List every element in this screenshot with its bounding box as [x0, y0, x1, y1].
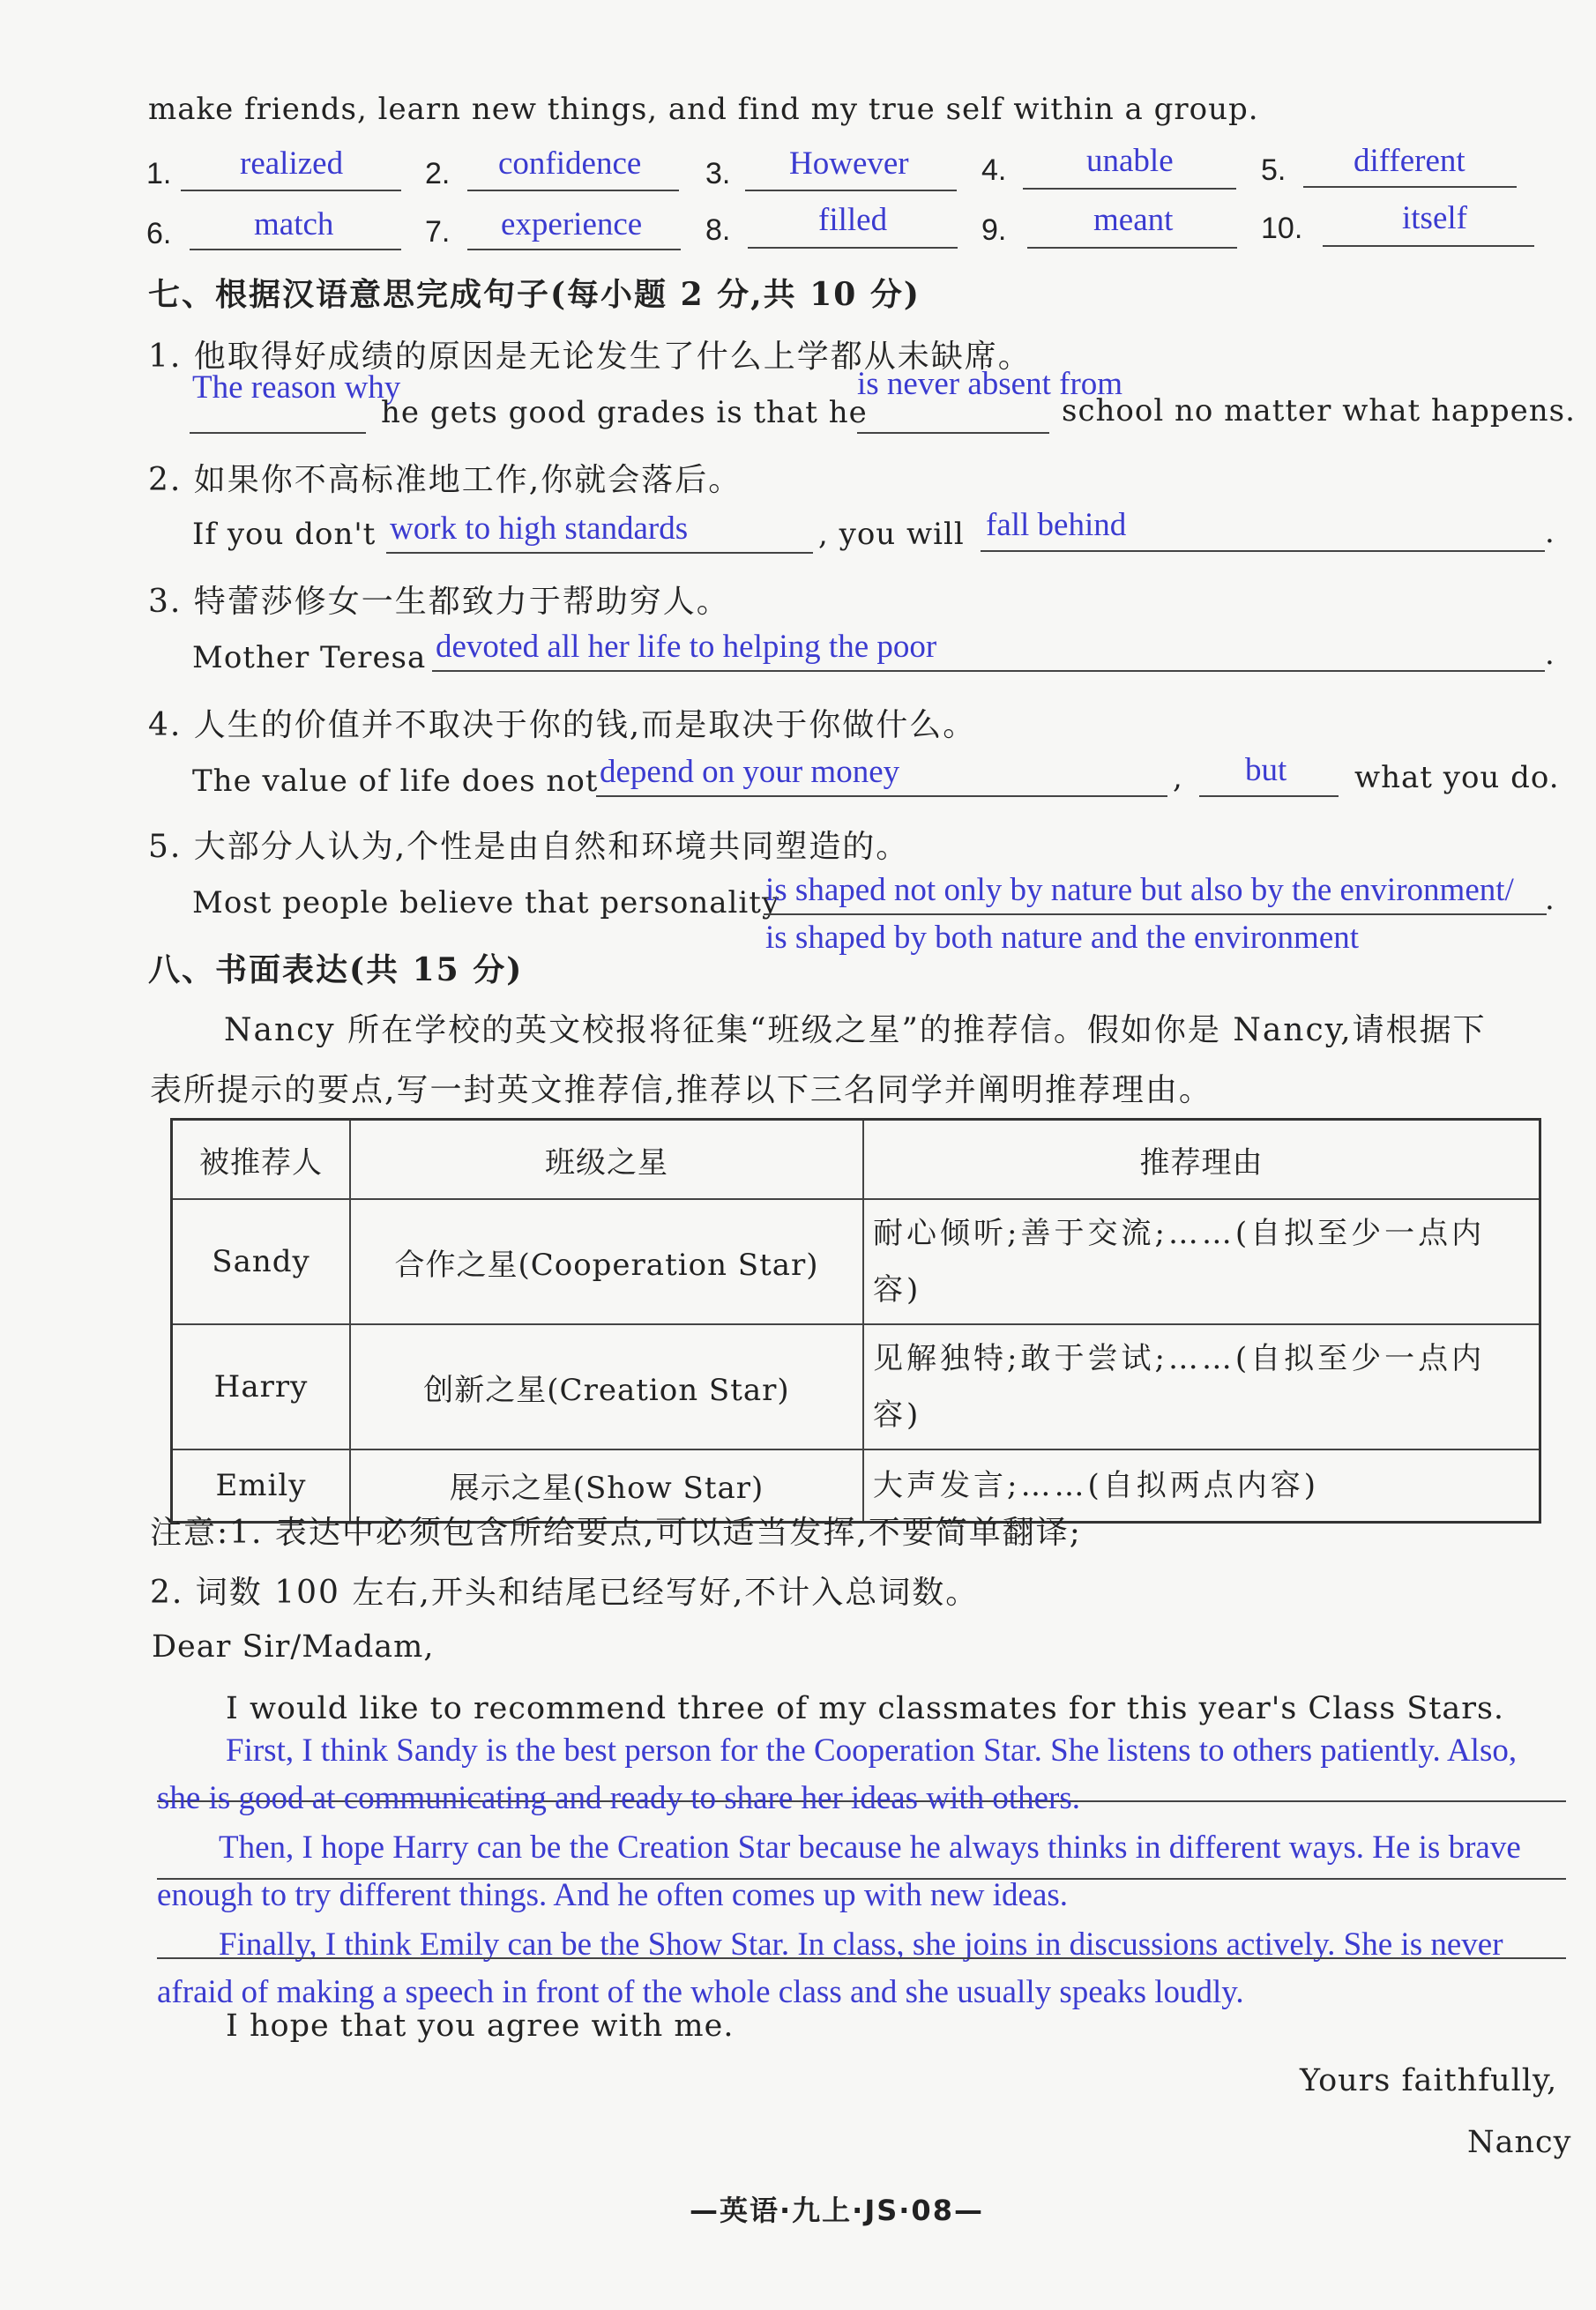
table-header: 被推荐人 [172, 1120, 351, 1200]
blank-answer[interactable]: experience [501, 206, 643, 242]
q1-answer-1[interactable]: The reason why [192, 369, 401, 406]
q4-answer-2[interactable]: but [1245, 752, 1287, 788]
q3-answer[interactable]: devoted all her life to helping the poor [436, 629, 937, 665]
blank-answer[interactable]: different [1354, 143, 1465, 179]
q5-end: . [1545, 882, 1555, 917]
q1-chinese: 1. 他取得好成绩的原因是无论发生了什么上学都从未缺席。 [148, 339, 1032, 375]
blank-answer[interactable]: confidence [498, 145, 642, 182]
blank-answer[interactable]: itself [1402, 200, 1467, 236]
q4-answer-1[interactable]: depend on your money [600, 754, 900, 790]
recommendation-table [170, 1118, 1541, 1524]
q3-end: . [1545, 637, 1555, 672]
section-7-heading: 七、根据汉语意思完成句子(每小题 2 分,共 10 分) [148, 276, 921, 313]
q4-chinese: 4. 人生的价值并不取决于你的钱,而是取决于你做什么。 [148, 707, 977, 743]
letter-p2-line2: enough to try different things. And he often comes up with new ideas. [157, 1877, 1069, 1913]
blank-answer[interactable]: filled [818, 202, 888, 238]
table-cell-star: 展示之星(Show Star) [350, 1449, 863, 1522]
q1-text-2: school no matter what happens. [1062, 393, 1576, 428]
q2-answer-1[interactable]: work to high standards [390, 510, 689, 547]
prompt-line-1: Nancy 所在学校的英文校报将征集“班级之星”的推荐信。假如你是 Nancy,请根据下 [224, 1012, 1487, 1048]
q3-chinese: 3. 特蕾莎修女一生都致力于帮助穷人。 [148, 584, 730, 620]
q2-end: . [1545, 515, 1555, 550]
table-header: 推荐理由 [863, 1120, 1540, 1200]
table-cell-star: 合作之星(Cooperation Star) [350, 1199, 863, 1324]
q2-chinese: 2. 如果你不高标准地工作,你就会落后。 [148, 462, 742, 498]
blank-answer[interactable]: However [789, 145, 909, 182]
blank-number: 7. [425, 215, 451, 249]
q1-answer-2[interactable]: is never absent from [857, 366, 1123, 402]
table-cell-reason: 耐心倾听;善于交流;……(自拟至少一点内容) [863, 1199, 1540, 1324]
blank-number: 5. [1261, 153, 1286, 187]
prompt-line-2: 表所提示的要点,写一封英文推荐信,推荐以下三名同学并阐明推荐理由。 [150, 1072, 1212, 1108]
table-row [172, 1324, 1540, 1449]
blank-answer[interactable]: match [254, 206, 334, 242]
blank-number: 9. [981, 213, 1007, 247]
q5-answer-2[interactable]: is shaped by both nature and the environment [765, 920, 1360, 956]
table-cell-star: 创新之星(Creation Star) [350, 1324, 863, 1449]
section-8-heading: 八、书面表达(共 15 分) [148, 951, 524, 988]
blank-number: 1. [146, 157, 172, 190]
note-1: 注意:1. 表达中必须包含所给要点,可以适当发挥,不要简单翻译; [150, 1515, 1082, 1551]
note-2: 2. 词数 100 左右,开头和结尾已经写好,不计入总词数。 [150, 1575, 980, 1611]
table-cell-name: Sandy [172, 1199, 351, 1324]
letter-signoff: Yours faithfully, [1300, 2063, 1558, 2098]
q2-text-1: If you don't [192, 517, 377, 552]
table-cell-name: Harry [172, 1324, 351, 1449]
q4-text-2: , [1173, 760, 1183, 795]
letter-p2-line1: Then, I hope Harry can be the Creation Star because he always thinks in different ways. He is brave [219, 1829, 1521, 1866]
letter-opening: I would like to recommend three of my classmates for this year's Class Stars. [226, 1691, 1505, 1726]
q4-text-3: what you do. [1354, 760, 1560, 795]
table-cell-reason: 大声发言;……(自拟两点内容) [863, 1449, 1540, 1522]
q3-text-1: Mother Teresa [192, 640, 427, 675]
intro-text: make friends, learn new things, and find my true self within a group. [148, 92, 1259, 127]
table-header-row [172, 1120, 1540, 1200]
blank-answer[interactable]: unable [1086, 143, 1174, 179]
table-row [172, 1199, 1540, 1324]
letter-signature: Nancy [1467, 2125, 1572, 2160]
letter-greeting: Dear Sir/Madam, [152, 1629, 435, 1665]
table-cell-name: Emily [172, 1449, 351, 1522]
blank-number: 10. [1261, 212, 1303, 245]
blank-number: 4. [981, 153, 1007, 187]
table-cell-reason: 见解独特;敢于尝试;……(自拟至少一点内容) [863, 1324, 1540, 1449]
page-footer: —英语·九上·JS·08— [690, 2194, 984, 2227]
q5-chinese: 5. 大部分人认为,个性是由自然和环境共同塑造的。 [148, 829, 910, 865]
blank-answer[interactable]: realized [240, 145, 344, 182]
q2-answer-2[interactable]: fall behind [986, 507, 1127, 543]
blank-number: 8. [705, 213, 731, 247]
letter-p3-line1: Finally, I think Emily can be the Show Star. In class, she joins in discussions actively. She is never [219, 1926, 1503, 1963]
blank-number: 3. [705, 157, 731, 190]
letter-closing: I hope that you agree with me. [226, 2008, 735, 2044]
blank-number: 6. [146, 217, 172, 250]
letter-p1-line1: First, I think Sandy is the best person for the Cooperation Star. She listens to others patiently. Also, [226, 1732, 1518, 1769]
q1-text-1: he gets good grades is that he [381, 395, 868, 430]
blank-number: 2. [425, 157, 451, 190]
q5-text-1: Most people believe that personality [192, 885, 780, 920]
blank-answer[interactable]: meant [1093, 202, 1174, 238]
table-header: 班级之星 [350, 1120, 863, 1200]
letter-p1-line2: she is good at communicating and ready to share her ideas with others. [157, 1780, 1081, 1816]
q2-text-2: , you will [818, 517, 965, 552]
q4-text-1: The value of life does not [192, 764, 599, 799]
q5-answer-1[interactable]: is shaped not only by nature but also by the environment/ [765, 872, 1514, 908]
letter-p3-line2: afraid of making a speech in front of the whole class and she usually speaks loudly. [157, 1974, 1244, 2010]
